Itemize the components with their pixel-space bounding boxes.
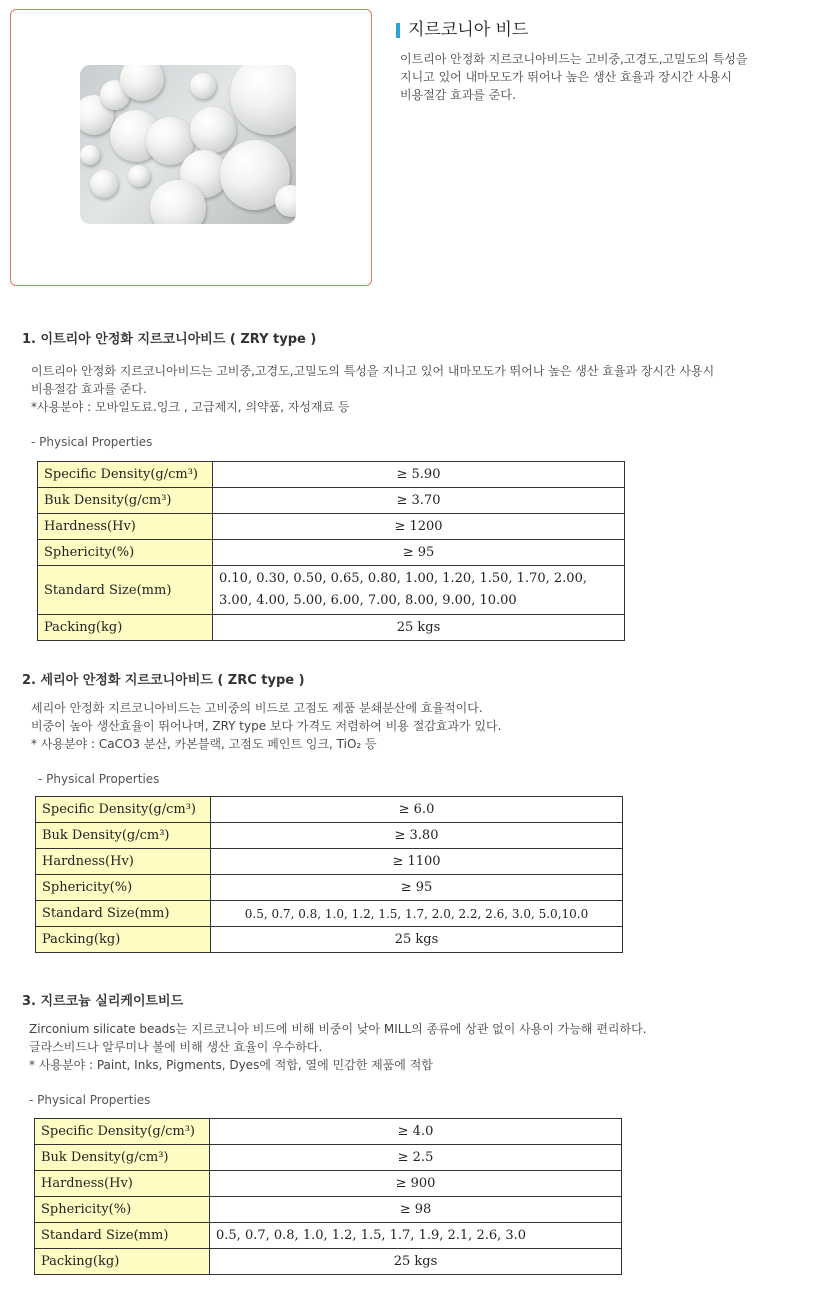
table-row bbox=[38, 488, 625, 514]
product-title: 지르코니아 비드 bbox=[396, 19, 528, 41]
property-key: Specific Density(g/cm³) bbox=[38, 462, 213, 488]
section-2-properties-table bbox=[35, 796, 623, 953]
property-key: Hardness(Hv) bbox=[36, 849, 211, 875]
property-value: ≥ 5.90 bbox=[213, 462, 625, 488]
property-key: Standard Size(mm) bbox=[36, 901, 211, 927]
zirconia-beads-photo bbox=[80, 65, 296, 224]
property-value: ≥ 3.70 bbox=[213, 488, 625, 514]
property-key: Sphericity(%) bbox=[35, 1197, 210, 1223]
property-key: Packing(kg) bbox=[35, 1249, 210, 1275]
property-key: Standard Size(mm) bbox=[38, 566, 213, 615]
table-row bbox=[35, 1171, 622, 1197]
section-1-title: 1. 이트리아 안정화 지르코니아비드 ( ZRY type ) bbox=[22, 332, 317, 347]
table-row bbox=[35, 1249, 622, 1275]
table-row bbox=[35, 1197, 622, 1223]
property-value: ≥ 98 bbox=[210, 1197, 622, 1223]
table-row bbox=[36, 875, 623, 901]
property-value: ≥ 2.5 bbox=[210, 1145, 622, 1171]
property-value: 0.5, 0.7, 0.8, 1.0, 1.2, 1.5, 1.7, 2.0, 2.2, 2.6, 3.0, 5.0,10.0 bbox=[211, 901, 623, 927]
table-row bbox=[36, 797, 623, 823]
section-2-description: 세리아 안정화 지르코니아비드는 고비중의 비드로 고점도 제품 분쇄분산에 효율적이다. 비중이 높아 생산효율이 뛰어나며, ZRY type 보다 가격도 저렴하여 비용 절감효과가 있다. * 사용분야 : CaCO3 분산, 카본블랙, 고점도 페인트 잉크, TiO₂ 등 bbox=[31, 701, 502, 751]
property-key: Buk Density(g/cm³) bbox=[38, 488, 213, 514]
product-image-frame bbox=[10, 9, 372, 286]
product-description: 이트리아 안정화 지르코니아비드는 고비중,고경도,고밀도의 특성을 지니고 있어 내마모도가 뛰어나 높은 생산 효율과 장시간 사용시 비용절감 효과를 준다. bbox=[400, 52, 748, 102]
table-row bbox=[36, 927, 623, 953]
property-value: ≥ 95 bbox=[213, 540, 625, 566]
property-key: Packing(kg) bbox=[36, 927, 211, 953]
property-key: Buk Density(g/cm³) bbox=[35, 1145, 210, 1171]
table-row bbox=[35, 1145, 622, 1171]
property-key: Sphericity(%) bbox=[38, 540, 213, 566]
property-value: ≥ 900 bbox=[210, 1171, 622, 1197]
property-key: Hardness(Hv) bbox=[38, 514, 213, 540]
property-key: Specific Density(g/cm³) bbox=[36, 797, 211, 823]
property-key: Buk Density(g/cm³) bbox=[36, 823, 211, 849]
property-key: Hardness(Hv) bbox=[35, 1171, 210, 1197]
property-value: 25 kgs bbox=[213, 615, 625, 641]
section-1-description: 이트리아 안정화 지르코니아비드는 고비중,고경도,고밀도의 특성을 지니고 있어 내마모도가 뛰어나 높은 생산 효율과 장시간 사용시 비용절감 효과를 준다. *사용분야 : 모바일도료.잉크 , 고급제지, 의약품, 자성재료 등 bbox=[31, 364, 715, 414]
section-1-properties-table bbox=[37, 461, 625, 641]
property-value: 0.10, 0.30, 0.50, 0.65, 0.80, 1.00, 1.20, 1.50, 1.70, 2.00, 3.00, 4.00, 5.00, 6.00, 7.00, 8.00, 9.00, 10.00 bbox=[213, 566, 625, 615]
table-row bbox=[36, 823, 623, 849]
table-row bbox=[36, 849, 623, 875]
property-value: ≥ 1200 bbox=[213, 514, 625, 540]
property-value: ≥ 95 bbox=[211, 875, 623, 901]
property-value: ≥ 4.0 bbox=[210, 1119, 622, 1145]
property-value: ≥ 3.80 bbox=[211, 823, 623, 849]
section-3-description: Zirconium silicate beads는 지르코니아 비드에 비해 비중이 낮아 MILL의 종류에 상관 없이 사용이 가능해 편리하다. 글라스비드나 알루미나 볼에 비해 생산 효율이 우수하다. * 사용분야 : Paint, Inks, Pigments, Dyes에 적합, 열에 민감한 제품에 적합 bbox=[29, 1022, 647, 1072]
table-row bbox=[35, 1223, 622, 1249]
property-value: ≥ 6.0 bbox=[211, 797, 623, 823]
property-value: 0.5, 0.7, 0.8, 1.0, 1.2, 1.5, 1.7, 1.9, 2.1, 2.6, 3.0 bbox=[210, 1223, 622, 1249]
section-2-title: 2. 세리아 안정화 지르코니아비드 ( ZRC type ) bbox=[22, 673, 305, 688]
table-row bbox=[36, 901, 623, 927]
property-key: Sphericity(%) bbox=[36, 875, 211, 901]
property-key: Specific Density(g/cm³) bbox=[35, 1119, 210, 1145]
section-1-properties-label: - Physical Properties bbox=[31, 435, 153, 449]
table-row bbox=[38, 514, 625, 540]
section-3-title: 3. 지르코늄 실리케이트비드 bbox=[22, 994, 184, 1009]
table-row bbox=[38, 615, 625, 641]
section-3-properties-table bbox=[34, 1118, 622, 1275]
property-value: 25 kgs bbox=[210, 1249, 622, 1275]
table-row bbox=[38, 462, 625, 488]
property-key: Packing(kg) bbox=[38, 615, 213, 641]
table-row bbox=[35, 1119, 622, 1145]
section-3-properties-label: - Physical Properties bbox=[29, 1093, 151, 1107]
table-row bbox=[38, 566, 625, 615]
property-value: 25 kgs bbox=[211, 927, 623, 953]
table-row bbox=[38, 540, 625, 566]
property-value: ≥ 1100 bbox=[211, 849, 623, 875]
section-2-properties-label: - Physical Properties bbox=[38, 772, 160, 786]
property-key: Standard Size(mm) bbox=[35, 1223, 210, 1249]
